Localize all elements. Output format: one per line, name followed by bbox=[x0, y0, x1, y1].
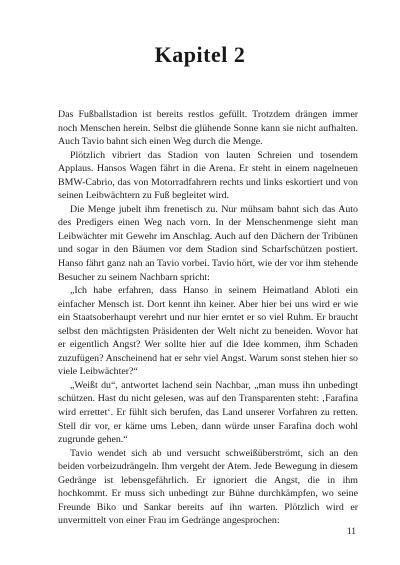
chapter-title: Kapitel 2 bbox=[154, 42, 246, 67]
paragraph: „Weißt du“, antwortet lachend sein Nachbar, „man muss ihn unbedingt schützen. Hast du nicht gelesen, was auf den Transparenten steht: ‚Farafina wird errettet‘. Er fühlt sich berufen, das Land unserer Vorfahren zu retten. Stell dir vor, er käme ums Leben, dann würde unser Farafina doch wohl zugrunde gehen.“ bbox=[58, 379, 358, 446]
paragraph: Das Fußballstadion ist bereits restlos gefüllt. Trotzdem drängen immer noch Menschen herein. Selbst die glühende Sonne kann sie nicht aufhalten. Auch Tavio bahnt sich einen Weg durch die Menge. bbox=[58, 109, 358, 148]
paragraph: Plötzlich vibriert das Stadion von lauten Schreien und tosendem Applaus. Hansos Wagen fährt in die Arena. Er steht in einem nagelneuen BMW-Cabrio, das von Motorradfahrern rechts und links eskortiert und von seinen Leibwächtern zu Fuß begleitet wird. bbox=[58, 149, 358, 202]
paragraph: Die Menge jubelt ihm frenetisch zu. Nur mühsam bahnt sich das Auto des Predigers einen Weg nach vorn. In der Menschenmenge sieht man Leibwächter mit Gewehr im Anschlag. Auch auf den Dächern der Tribünen und sogar in den Bäumen vor dem Stadion sind Scharfschützen postiert. Hanso fährt ganz nah an Tavio vorbei. Tavio hört, wie der vor ihm stehende Besucher zu seinem Nachbarn spricht: bbox=[58, 203, 358, 283]
paragraph: „Ich habe erfahren, dass Hanso in seinem Heimatland Abloti ein einfacher Mensch ist. Dort kennt ihn keiner. Aber hier bei uns wird er wie ein Staatsoberhaupt verehrt und nur hier erntet er so viel Ruhm. Er braucht selbst den mächtigsten Präsidenten der Welt nicht zu beneiden. Wovor hat er eigentlich Angst? Wer sollte hier auf die Idee kommen, ihm Schaden zuzufügen? Anscheinend hat er sehr viel Angst. Warum sonst stehen hier so viele Leibwächter?“ bbox=[58, 285, 358, 378]
body-text bbox=[58, 108, 358, 528]
page-number: 11 bbox=[346, 527, 356, 537]
paragraph: Tavio wendet sich ab und versucht schweißüberströmt, sich an den beiden vorbeizudrängeln. Ihm vergeht der Atem. Jede Bewegung in diesem Gedränge ist lebensgefährlich. Er ignoriert die Angst, die in ihm hochkommt. Er muss sich unbedingt zur Bühne durchkämpfen, wo seine Freunde Biko und Sankar bereits auf ihn warten. Plötzlich wird er unvermittelt von einer Frau im Gedränge angesprochen: bbox=[58, 447, 358, 527]
